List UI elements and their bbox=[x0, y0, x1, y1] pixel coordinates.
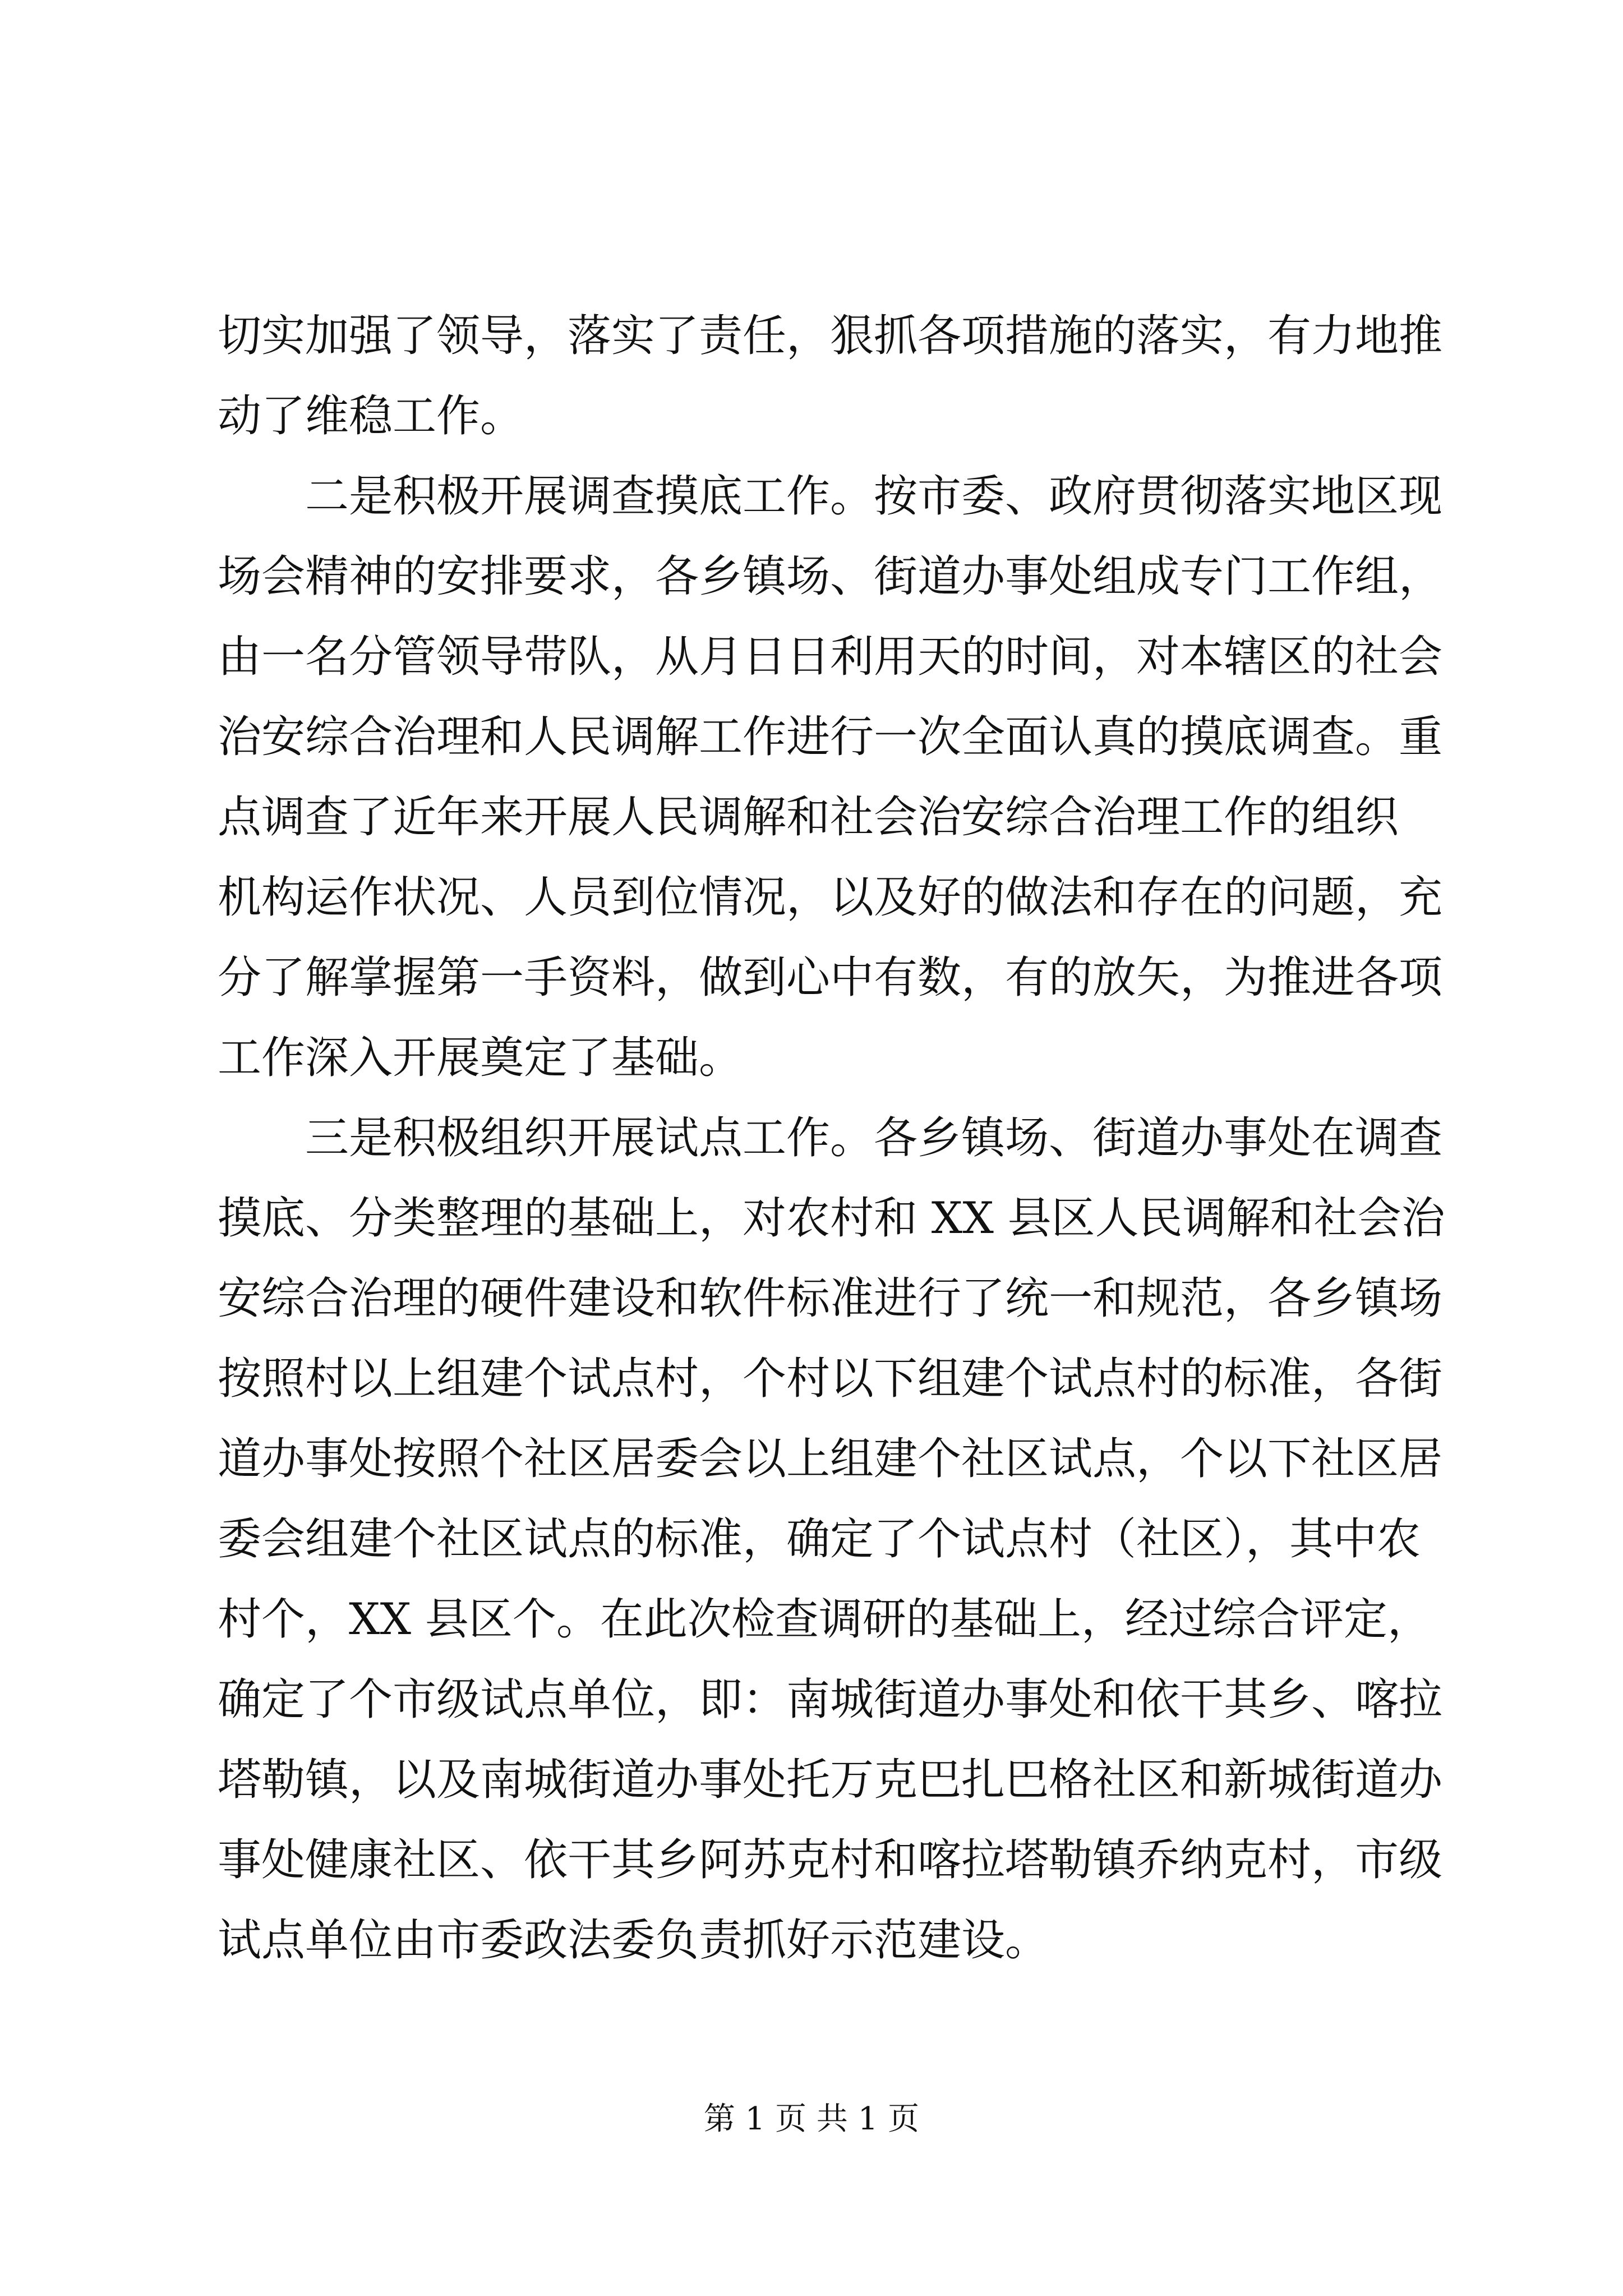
text-line: 塔勒镇，以及南城街道办事处托万克巴扎巴格社区和新城街道办 bbox=[218, 1755, 1443, 1805]
text-line: 摸底、分类整理的基础上，对农村和 XX 县区人民调解和社会治 bbox=[218, 1193, 1445, 1244]
paragraph bbox=[218, 1098, 1445, 1981]
paragraph bbox=[218, 296, 1443, 457]
text-line: 场会精神的安排要求，各乡镇场、街道办事处组成专门工作组， bbox=[218, 551, 1443, 602]
text-line: 切实加强了领导，落实了责任，狠抓各项措施的落实，有力地推 bbox=[218, 311, 1443, 361]
document-body bbox=[218, 296, 1445, 1981]
text-line: 由一名分管领导带队，从月日日利用天的时间，对本辖区的社会 bbox=[218, 632, 1443, 682]
text-line: 事处健康社区、依干其乡阿苏克村和喀拉塔勒镇乔纳克村，市级 bbox=[218, 1835, 1443, 1885]
text-line: 道办事处按照个社区居委会以上组建个社区试点，个以下社区居 bbox=[218, 1434, 1443, 1484]
text-line: 分了解掌握第一手资料，做到心中有数，有的放矢，为推进各项 bbox=[218, 953, 1443, 1003]
page-footer bbox=[0, 2097, 1623, 2142]
text-line: 村个，XX 县区个。在此次检查调研的基础上，经过综合评定， bbox=[218, 1594, 1431, 1645]
text-line: 安综合治理的硬件建设和软件标准进行了统一和规范，各乡镇场 bbox=[218, 1273, 1443, 1324]
text-line: 点调查了近年来开展人民调解和社会治安综合治理工作的组织 bbox=[218, 792, 1399, 843]
text-line: 按照村以上组建个试点村，个村以下组建个试点村的标准，各街 bbox=[218, 1354, 1443, 1404]
text-line: 动了维稳工作。 bbox=[218, 391, 524, 441]
text-line: 确定了个市级试点单位，即：南城街道办事处和依干其乡、喀拉 bbox=[218, 1674, 1443, 1725]
text-line: 三是积极组织开展试点工作。各乡镇场、街道办事处在调查 bbox=[218, 1113, 1443, 1163]
text-line: 试点单位由市委政法委负责抓好示范建设。 bbox=[218, 1915, 1049, 1966]
text-line: 二是积极开展调查摸底工作。按市委、政府贯彻落实地区现 bbox=[218, 471, 1443, 522]
paragraph bbox=[218, 457, 1443, 1098]
text-line: 委会组建个社区试点的标准，确定了个试点村（社区），其中农 bbox=[218, 1514, 1421, 1565]
text-line: 工作深入开展奠定了基础。 bbox=[218, 1033, 743, 1083]
text-line: 治安综合治理和人民调解工作进行一次全面认真的摸底调查。重 bbox=[218, 712, 1443, 762]
page-number-label: 第 1 页 共 1 页 bbox=[703, 2101, 920, 2137]
text-line: 机构运作状况、人员到位情况，以及好的做法和存在的问题，充 bbox=[218, 872, 1443, 923]
